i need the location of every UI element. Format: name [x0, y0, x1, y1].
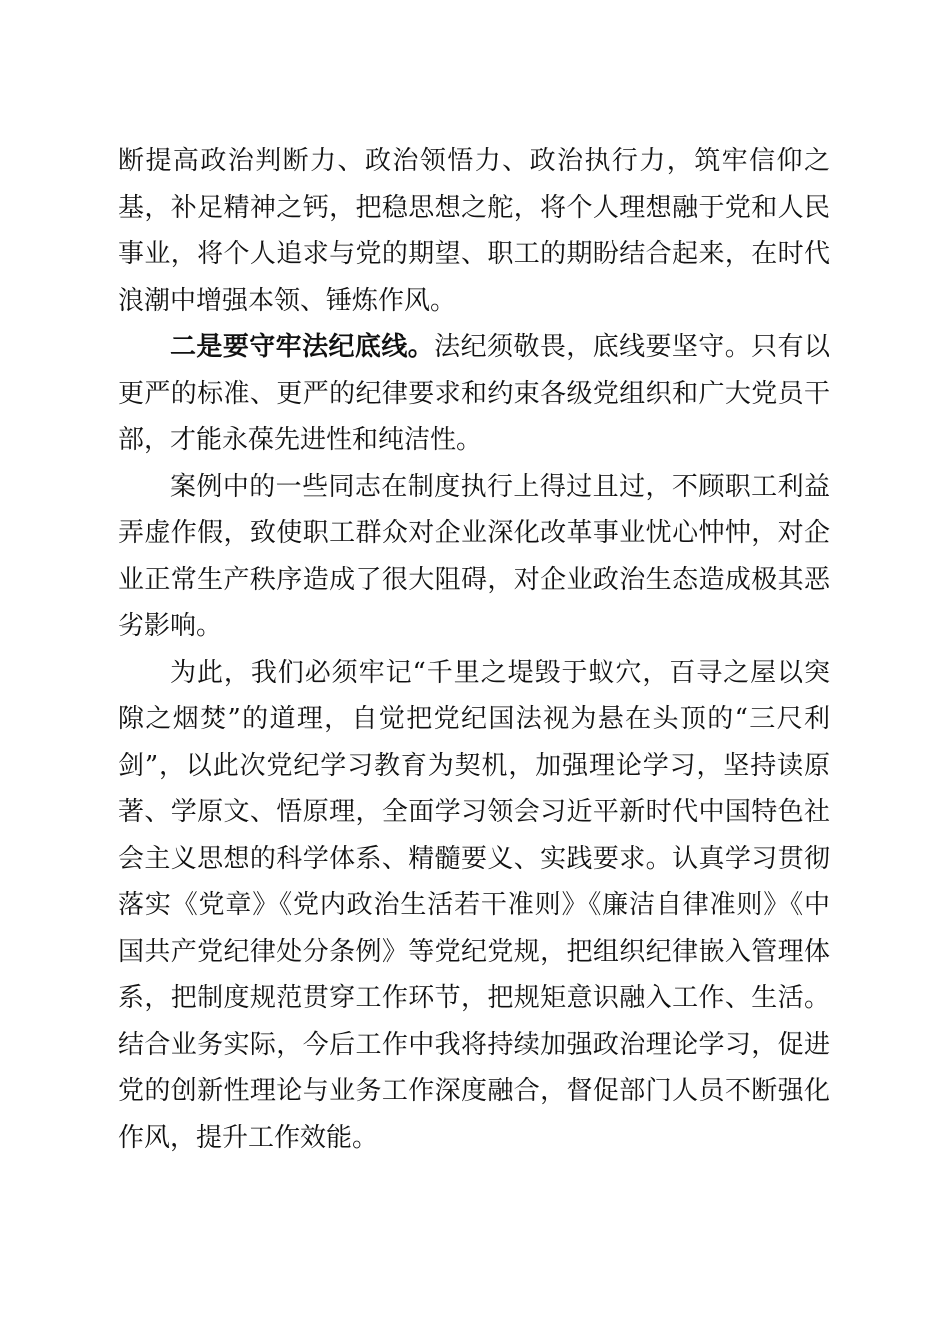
paragraph-law-bottom-line [118, 324, 830, 464]
document-body [118, 138, 830, 1161]
paragraph-text: 断提高政治判断力、政治领悟力、政治执行力，筑牢信仰之基，补足精神之钙，把稳思想之舵，将个人理想融于党和人民事业，将个人追求与党的期望、职工的期盼结合起来，在时代浪潮中增强本领、锤炼作风。 [118, 146, 830, 316]
paragraph-text: 法纪须敬畏，底线要坚守。只有以更严的标准、更严的纪律要求和约束各级党组织和广大党员干部，才能永葆先进性和纯洁性。 [118, 332, 830, 455]
paragraph-lead-heading: 二是要守牢法纪底线。 [170, 332, 435, 362]
paragraph-commitment [118, 650, 830, 1162]
paragraph-text: 案例中的一些同志在制度执行上得过且过，不顾职工利益弄虚作假，致使职工群众对企业深化改革事业忧心忡忡，对企业正常生产秩序造成了很大阻碍，对企业政治生态造成极其恶劣影响。 [118, 471, 830, 641]
paragraph-continuation [118, 138, 830, 324]
paragraph-case-study [118, 464, 830, 650]
paragraph-text: 为此，我们必须牢记“千里之堤毁于蚁穴，百寻之屋以突隙之烟焚”的道理，自觉把党纪国法视为悬在头顶的“三尺利剑”，以此次党纪学习教育为契机，加强理论学习，坚持读原著、学原文、悟原理，全面学习领会习近平新时代中国特色社会主义思想的科学体系、精髓要义、实践要求。认真学习贯彻落实《党章》《党内政治生活若干准则》《廉洁自律准则》《中国共产党纪律处分条例》等党纪党规，把组织纪律嵌入管理体系，把制度规范贯穿工作环节，把规矩意识融入工作、生活。结合业务实际，今后工作中我将持续加强政治理论学习，促进党的创新性理论与业务工作深度融合，督促部门人员不断强化作风，提升工作效能。 [118, 657, 830, 1153]
